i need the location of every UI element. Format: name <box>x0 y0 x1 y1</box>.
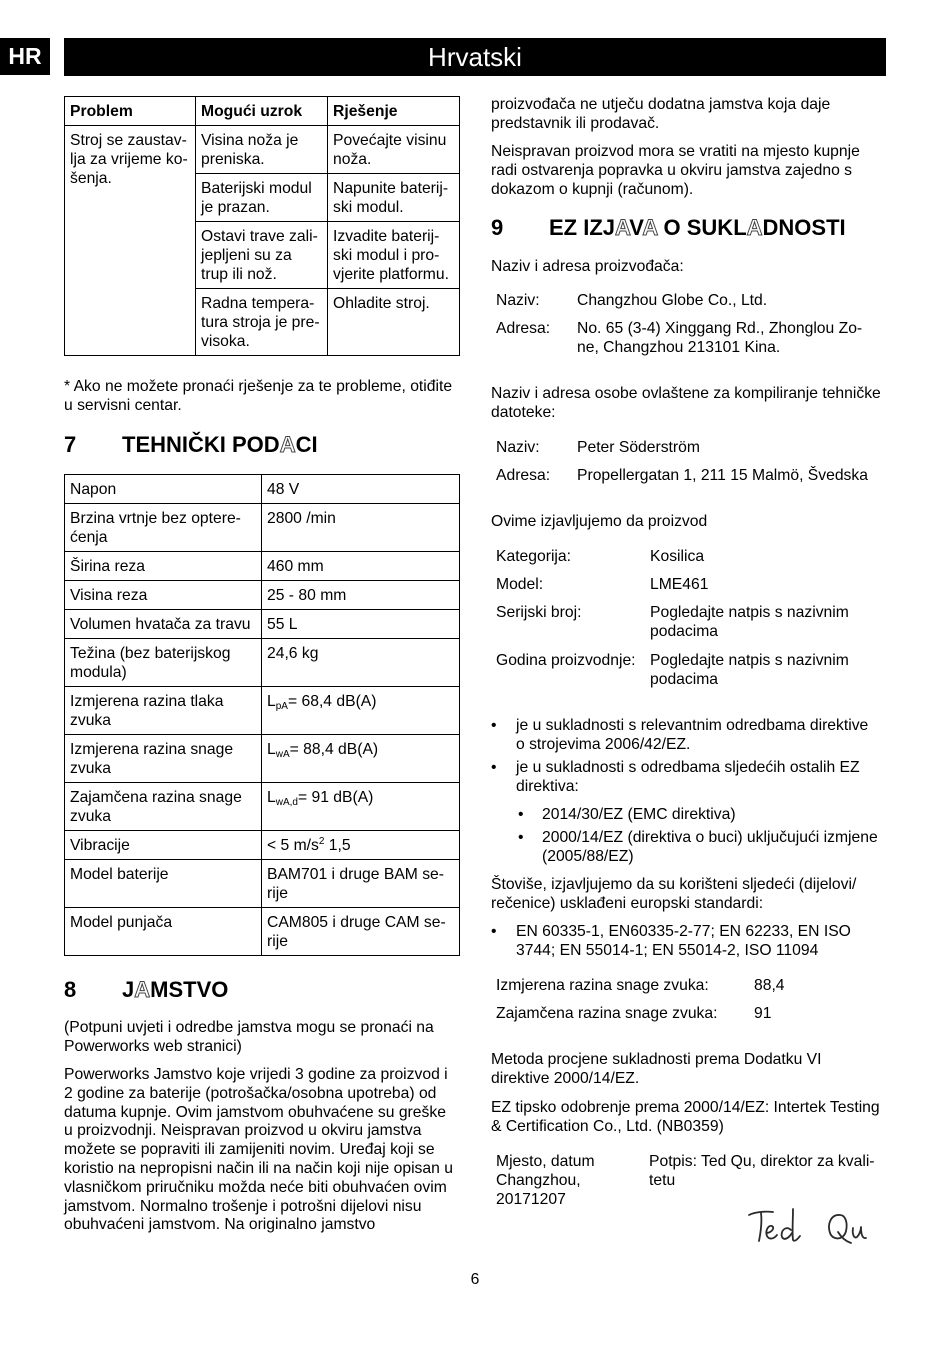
table-row <box>65 610 460 639</box>
standards-intro: Štoviše, izjavljujemo da su korišteni sljedeći (dijelovi/ rečenice) usklađeni europski standardi: <box>491 876 857 912</box>
product-label: Model: <box>496 576 544 593</box>
value-symbol: L <box>267 741 276 758</box>
spec-value: 460 mm <box>262 552 460 581</box>
bullet-icon: • <box>518 806 524 823</box>
technical-data-table <box>64 474 460 956</box>
table-row <box>65 552 460 581</box>
warranty-paragraph: Neispravan proizvod mora se vratiti na mjesto kupnje radi ostvarenja popravka u okviru jamstva zajedno s dokazom o kupnji (računom). <box>491 143 860 198</box>
section-number: 8 <box>64 977 77 1002</box>
conformity-item: je u sukladnosti s relevantnim odredbama direktive o strojevima 2006/42/EZ. <box>516 717 869 753</box>
solution-cell: Povećajte visinu noža. <box>328 126 460 174</box>
section-title-declaration: EZ IZJAVA O SUKLADNOSTI <box>549 215 846 240</box>
troubleshooting-table <box>64 96 460 356</box>
spec-label: Vibracije <box>65 831 262 860</box>
table-row <box>65 687 460 735</box>
spec-value: 25 - 80 mm <box>262 581 460 610</box>
table-header-row <box>65 97 460 126</box>
problem-cell: Stroj se zaustav- lja za vrijeme ko- šenja. <box>65 126 196 356</box>
spec-value: 48 V <box>262 475 460 504</box>
table-row <box>65 735 460 783</box>
product-label: Serijski broj: <box>496 604 582 621</box>
product-value: Pogledajte natpis s nazivnim podacima <box>650 604 849 640</box>
spec-label: Volumen hvatača za travu <box>65 610 262 639</box>
signature-image <box>745 1203 870 1248</box>
spec-value: BAM701 i druge BAM se- rije <box>262 860 460 908</box>
section-title-technical-data: TEHNIČKI PODACI <box>122 432 318 457</box>
spec-label: Izmjerena razina tlaka zvuka <box>65 687 262 735</box>
language-code-badge: HR <box>0 38 50 75</box>
value-text: = 88,4 dB(A) <box>289 741 379 758</box>
spec-value: 55 L <box>262 610 460 639</box>
spec-label: Napon <box>65 475 262 504</box>
sound-value: 91 <box>754 1005 772 1022</box>
warranty-paragraph: proizvođača ne utječu dodatna jamstva koja daje predstavnik ili prodavač. <box>491 96 831 132</box>
spec-value <box>262 735 460 783</box>
table-row <box>65 639 460 687</box>
value-superscript: 2 <box>318 836 325 847</box>
value-text: = 91 dB(A) <box>297 789 374 806</box>
spec-label: Model baterije <box>65 860 262 908</box>
language-title-bar: Hrvatski <box>64 38 886 76</box>
spec-label: Zajamčena razina snage zvuka <box>65 783 262 831</box>
manufacturer-name: Changzhou Globe Co., Ltd. <box>577 292 768 309</box>
product-label: Godina proizvodnje: <box>496 652 636 669</box>
value-subscript: wA,d <box>275 797 298 808</box>
spec-value <box>262 783 460 831</box>
sound-label: Izmjerena razina snage zvuka: <box>496 977 709 994</box>
column-header-problem: Problem <box>65 97 196 126</box>
value-text: = 68,4 dB(A) <box>287 693 377 710</box>
table-row <box>65 908 460 956</box>
cause-cell: Visina noža je preniska. <box>196 126 328 174</box>
product-label: Kategorija: <box>496 548 571 565</box>
conformity-item: je u sukladnosti s odredbama sljedećih ostalih EZ direktiva: <box>516 759 860 795</box>
section-number: 9 <box>491 215 504 240</box>
directive-item: 2014/30/EZ (EMC direktiva) <box>542 806 736 823</box>
standards-item: EN 60335-1, EN60335-2-77; EN 62233, EN ISO 3744; EN 55014-1; EN 55014-2, ISO 11094 <box>516 923 851 959</box>
manufacturer-intro: Naziv i adresa proizvođača: <box>491 258 684 275</box>
troubleshooting-note: * Ako ne možete pronaći rješenje za te probleme, otiđite u servisni centar. <box>64 378 453 414</box>
product-value: Kosilica <box>650 548 705 565</box>
table-row <box>65 860 460 908</box>
spec-value <box>262 687 460 735</box>
assessment-method: Metoda procjene sukladnosti prema Dodatku VI direktive 2000/14/EZ. <box>491 1051 822 1087</box>
warranty-paragraph: Powerworks Jamstvo koje vrijedi 3 godine za proizvod i 2 godine za baterije (potrošačka/osobna upotreba) od datuma kupnje. Ovim jamstvom obuhvaćene su greške u proizvodnji. Neispravan proizvod u okviru jamstva možete se popraviti ili zamijeniti novim. Uređaj koji se koristio na nepropisni način ili na način koji nije opisan u vlasničkom priručniku možda neće biti obuhvaćen ovim jamstvom. Normalno trošenje i potrošni dijelovi nisu obuhvaćeni jamstvom. Na originalno jamstvo <box>64 1066 453 1234</box>
product-value: LME461 <box>650 576 709 593</box>
cause-cell: Radna tempera- tura stroja je pre- visoka. <box>196 289 328 356</box>
type-approval: EZ tipsko odobrenje prema 2000/14/EZ: Intertek Testing & Certification Co., Ltd. (NB0359) <box>491 1099 880 1135</box>
spec-value <box>262 831 460 860</box>
manufacturer-name-label: Naziv: <box>496 292 540 309</box>
table-row <box>65 504 460 552</box>
spec-value: 2800 /min <box>262 504 460 552</box>
sound-label: Zajamčena razina snage zvuka: <box>496 1005 718 1022</box>
table-row <box>65 783 460 831</box>
spec-label: Širina reza <box>65 552 262 581</box>
column-header-solution: Rješenje <box>328 97 460 126</box>
spec-label: Izmjerena razina snage zvuka <box>65 735 262 783</box>
tech-file-name-label: Naziv: <box>496 439 540 456</box>
value-symbol: L <box>267 693 276 710</box>
solution-cell: Napunite baterij- ski modul. <box>328 174 460 222</box>
column-header-cause: Mogući uzrok <box>196 97 328 126</box>
value-text: < 5 m/s <box>267 837 319 854</box>
section-title-warranty: JAMSTVO <box>122 977 229 1002</box>
table-row <box>65 475 460 504</box>
manufacturer-address-label: Adresa: <box>496 320 551 337</box>
value-subscript: wA <box>275 749 290 760</box>
sound-value: 88,4 <box>754 977 785 994</box>
spec-label: Model punjača <box>65 908 262 956</box>
tech-file-intro: Naziv i adresa osobe ovlaštene za kompiliranje tehničke datoteke: <box>491 385 881 421</box>
bullet-icon: • <box>491 759 497 776</box>
bullet-icon: • <box>491 717 497 734</box>
warranty-paragraph: (Potpuni uvjeti i odredbe jamstva mogu se pronaći na Powerworks web stranici) <box>64 1019 434 1055</box>
spec-value: 24,6 kg <box>262 639 460 687</box>
tech-file-address: Propellergatan 1, 211 15 Malmö, Švedska <box>577 467 868 484</box>
bullet-icon: • <box>518 829 524 846</box>
value-symbol: L <box>267 789 276 806</box>
tech-file-name: Peter Söderström <box>577 439 700 456</box>
product-intro: Ovime izjavljujemo da proizvod <box>491 513 708 530</box>
table-row <box>65 581 460 610</box>
section-number: 7 <box>64 432 77 457</box>
tech-file-address-label: Adresa: <box>496 467 551 484</box>
spec-value: CAM805 i druge CAM se- rije <box>262 908 460 956</box>
page-number: 6 <box>470 1271 480 1288</box>
spec-label: Visina reza <box>65 581 262 610</box>
bullet-icon: • <box>491 923 497 940</box>
place-date: Mjesto, datum Changzhou, 20171207 <box>496 1153 595 1208</box>
value-subscript: pA <box>275 701 288 712</box>
cause-cell: Ostavi trave zali- jepljeni su za trup ili nož. <box>196 222 328 289</box>
product-value: Pogledajte natpis s nazivnim podacima <box>650 652 849 688</box>
directive-item: 2000/14/EZ (direktiva o buci) uključujući izmjene (2005/88/EZ) <box>542 829 878 865</box>
solution-cell: Ohladite stroj. <box>328 289 460 356</box>
spec-label: Težina (bez baterijskog modula) <box>65 639 262 687</box>
table-row <box>65 831 460 860</box>
cause-cell: Baterijski modul je prazan. <box>196 174 328 222</box>
table-row <box>65 126 460 174</box>
spec-label: Brzina vrtnje bez optere- ćenja <box>65 504 262 552</box>
signatory: Potpis: Ted Qu, direktor za kvali- tetu <box>649 1153 875 1189</box>
value-text: 1,5 <box>324 837 351 854</box>
manufacturer-address: No. 65 (3-4) Xinggang Rd., Zhonglou Zo- ne, Changzhou 213101 Kina. <box>577 320 863 356</box>
solution-cell: Izvadite baterij- ski modul i pro- vjerite platformu. <box>328 222 460 289</box>
